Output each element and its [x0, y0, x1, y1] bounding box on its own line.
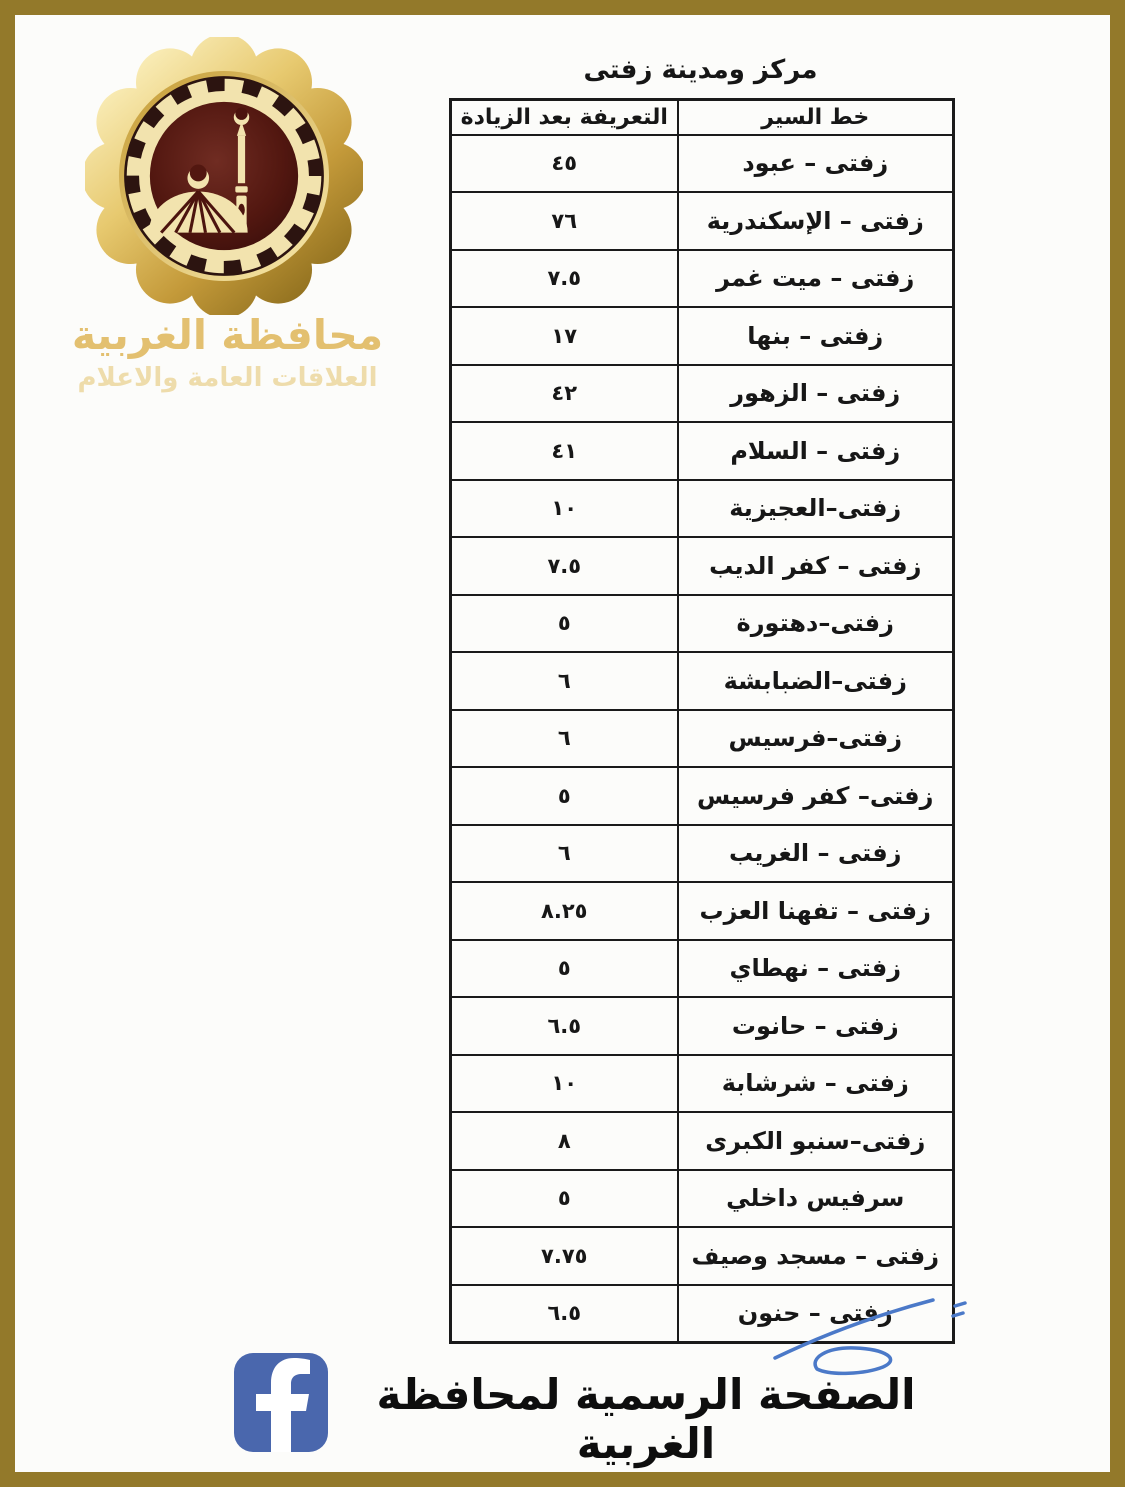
table-row [451, 1055, 954, 1113]
table-row [451, 767, 954, 825]
fare-cell: ١٠ [451, 480, 678, 538]
table-header-row [451, 100, 954, 135]
route-cell: زفتى – مسجد وصيف [678, 1227, 954, 1285]
route-cell: زفتى – حنون [678, 1285, 954, 1343]
fare-cell: ٥ [451, 940, 678, 998]
fare-cell: ٦ [451, 652, 678, 710]
route-cell: زفتى – تفهنا العزب [678, 882, 954, 940]
fare-cell: ٤٥ [451, 135, 678, 193]
fare-cell: ١٠ [451, 1055, 678, 1113]
table-row [451, 1170, 954, 1228]
table-row [451, 135, 954, 193]
table-row [451, 997, 954, 1055]
table-row [451, 1227, 954, 1285]
fare-cell: ٦ [451, 825, 678, 883]
table-row [451, 250, 954, 308]
fare-cell: ٧.٥ [451, 537, 678, 595]
facebook-icon [234, 1353, 328, 1452]
route-cell: زفتى–دهتورة [678, 595, 954, 653]
route-cell: زفتى–الضبابشة [678, 652, 954, 710]
route-cell: سرفيس داخلي [678, 1170, 954, 1228]
route-cell: زفتى – بنها [678, 307, 954, 365]
route-cell: زفتى – الغريب [678, 825, 954, 883]
fare-cell: ٥ [451, 1170, 678, 1228]
table-row [451, 825, 954, 883]
fare-cell: ٦.٥ [451, 1285, 678, 1343]
table-row [451, 710, 954, 768]
facebook-page-label: الصفحة الرسمية لمحافظة الغربية [376, 1370, 916, 1468]
route-cell: زفتى – كفر الديب [678, 537, 954, 595]
fare-cell: ٦ [451, 710, 678, 768]
governorate-name-label: محافظة الغربية [71, 311, 384, 359]
table-row [451, 480, 954, 538]
route-cell: زفتى – الإسكندرية [678, 192, 954, 250]
fare-cell: ٧٦ [451, 192, 678, 250]
route-cell: زفتى – نهطاي [678, 940, 954, 998]
table-row [451, 537, 954, 595]
route-cell: زفتى–فرسيس [678, 710, 954, 768]
route-cell: زفتى – السلام [678, 422, 954, 480]
fare-cell: ٨.٢٥ [451, 882, 678, 940]
route-cell: زفتى – ميت غمر [678, 250, 954, 308]
route-cell: زفتى–العجيزية [678, 480, 954, 538]
fare-cell: ٥ [451, 595, 678, 653]
route-cell: زفتى – حانوت [678, 997, 954, 1055]
page-title: مركز ومدينة زفتى [583, 55, 818, 85]
fare-cell: ٨ [451, 1112, 678, 1170]
route-cell: زفتى – شرشابة [678, 1055, 954, 1113]
table-row [451, 307, 954, 365]
fare-cell: ١٧ [451, 307, 678, 365]
fare-cell: ٦.٥ [451, 997, 678, 1055]
fare-cell: ٧.٧٥ [451, 1227, 678, 1285]
table-row [451, 882, 954, 940]
table-row [451, 940, 954, 998]
department-label: العلاقات العامة والاعلام [77, 363, 378, 393]
governorate-seal-icon [85, 37, 363, 315]
route-cell: زفتى – عبود [678, 135, 954, 193]
fare-cell: ٤١ [451, 422, 678, 480]
table-row [451, 1285, 954, 1343]
table-row [451, 422, 954, 480]
route-cell: زفتى–سنبو الكبرى [678, 1112, 954, 1170]
table-row [451, 652, 954, 710]
table-row [451, 192, 954, 250]
fare-table-body [451, 135, 954, 1343]
fare-cell: ٧.٥ [451, 250, 678, 308]
fare-cell: ٤٢ [451, 365, 678, 423]
fare-table [449, 98, 955, 1344]
table-row [451, 1112, 954, 1170]
route-cell: زفتى – الزهور [678, 365, 954, 423]
route-cell: زفتى– كفر فرسيس [678, 767, 954, 825]
fare-cell: ٥ [451, 767, 678, 825]
route-column-header: خط السير [678, 100, 954, 135]
table-row [451, 365, 954, 423]
table-row [451, 595, 954, 653]
fare-column-header: التعريفة بعد الزيادة [451, 100, 678, 135]
